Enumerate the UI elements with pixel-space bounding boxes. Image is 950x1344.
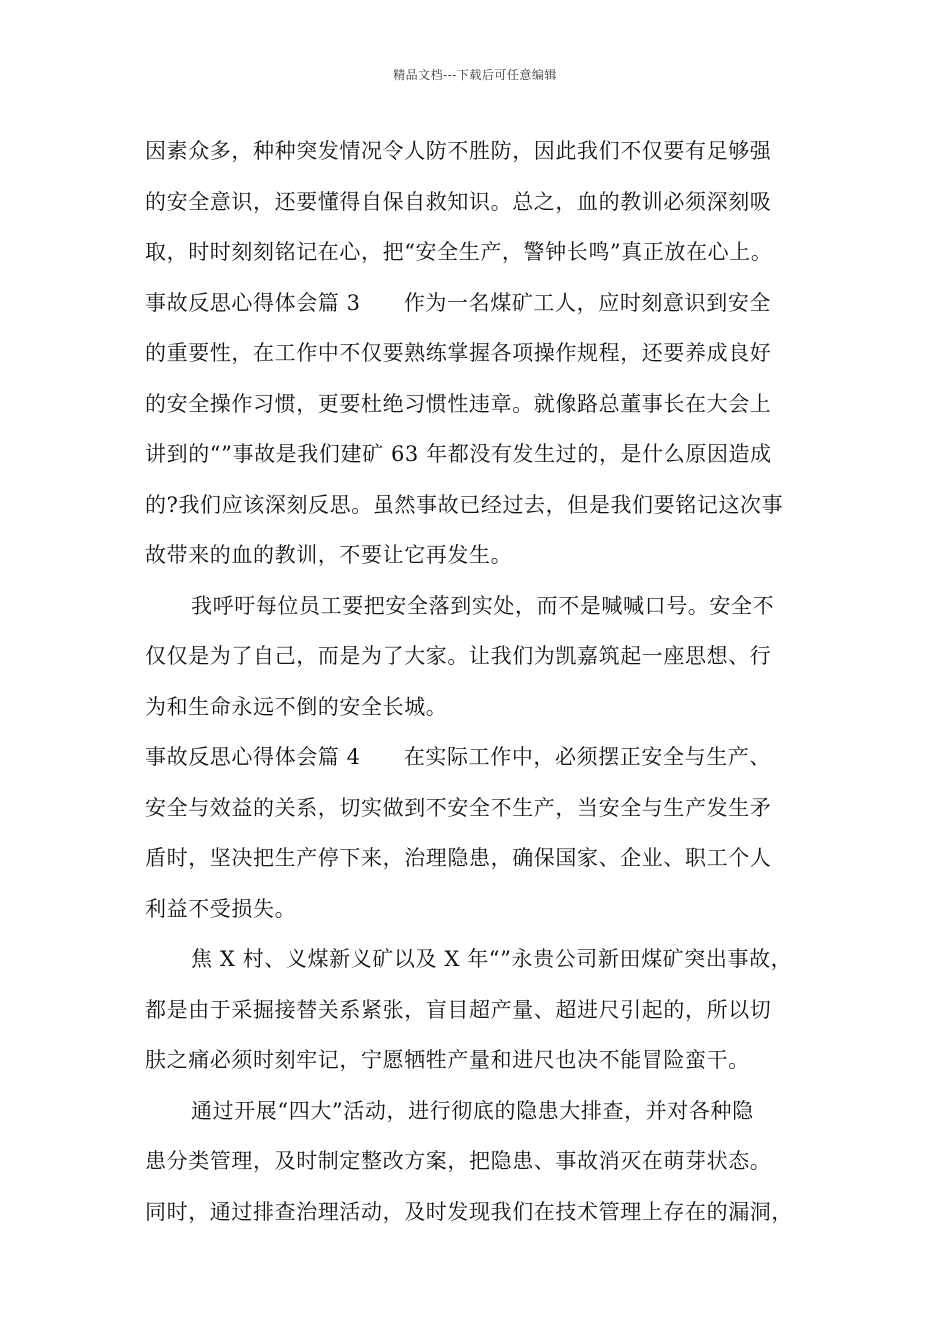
text-line: 事故反思心得体会篇 4 在实际工作中，必须摆正安全与生产、 [145, 745, 772, 769]
text-line: 通过开展“四大”活动，进行彻底的隐患大排查，并对各种隐 [191, 1098, 754, 1123]
text-line: 肤之痛必须时刻牢记，宁愿牺牲产量和进尺也决不能冒险蛮干。 [145, 1048, 750, 1072]
text-line: 为和生命永远不倒的安全长城。 [145, 694, 448, 719]
text-line: 都是由于采掘接替关系紧张，盲目超产量、超进尺引起的，所以切 [145, 997, 772, 1022]
text-line: 事故反思心得体会篇 3 作为一名煤矿工人，应时刻意识到安全 [145, 290, 772, 315]
page-header: 精品文档---下载后可任意编辑 [393, 68, 557, 82]
text-line: 取，时时刻刻铭记在心，把“安全生产，警钟长鸣”真正放在心上。 [145, 240, 773, 264]
text-line: 故带来的血的教训，不要让它再发生。 [145, 543, 513, 567]
text-line: 我呼吁每位员工要把安全落到实处，而不是喊喊口号。安全不 [191, 593, 775, 618]
text-line: 仅仅是为了自己，而是为了大家。让我们为凯嘉筑起一座思想、行 [145, 644, 772, 668]
document-body [145, 126, 815, 1237]
text-line: 盾时，坚决把生产停下来，治理隐患，确保国家、企业、职工个人 [145, 846, 772, 870]
text-line: 利益不受损失。 [145, 896, 297, 921]
text-line: 因素众多，种种突发情况令人防不胜防，因此我们不仅要有足够强 [145, 139, 772, 163]
text-line: 的安全意识，还要懂得自保自救知识。总之，血的教训必须深刻吸 [145, 189, 772, 214]
text-line: 的?我们应该深刻反思。虽然事故已经过去，但是我们要铭记这次事 [145, 492, 784, 517]
text-line: 患分类管理，及时制定整改方案，把隐患、事故消灭在萌芽状态。 [145, 1149, 772, 1173]
text-line: 讲到的“”事故是我们建矿 63 年都没有发生过的，是什么原因造成 [145, 442, 772, 466]
text-line: 的安全操作习惯，更要杜绝习惯性违章。就像路总董事长在大会上 [145, 391, 772, 416]
text-line: 的重要性，在工作中不仅要熟练掌握各项操作规程，还要养成良好 [145, 341, 772, 365]
text-line: 安全与效益的关系，切实做到不安全不生产，当安全与生产发生矛 [145, 795, 772, 820]
text-line: 焦 X 村、义煤新义矿以及 X 年“”永贵公司新田煤矿突出事故， [191, 947, 793, 971]
text-line: 同时，通过排查治理活动，及时发现我们在技术管理上存在的漏洞， [145, 1199, 793, 1224]
